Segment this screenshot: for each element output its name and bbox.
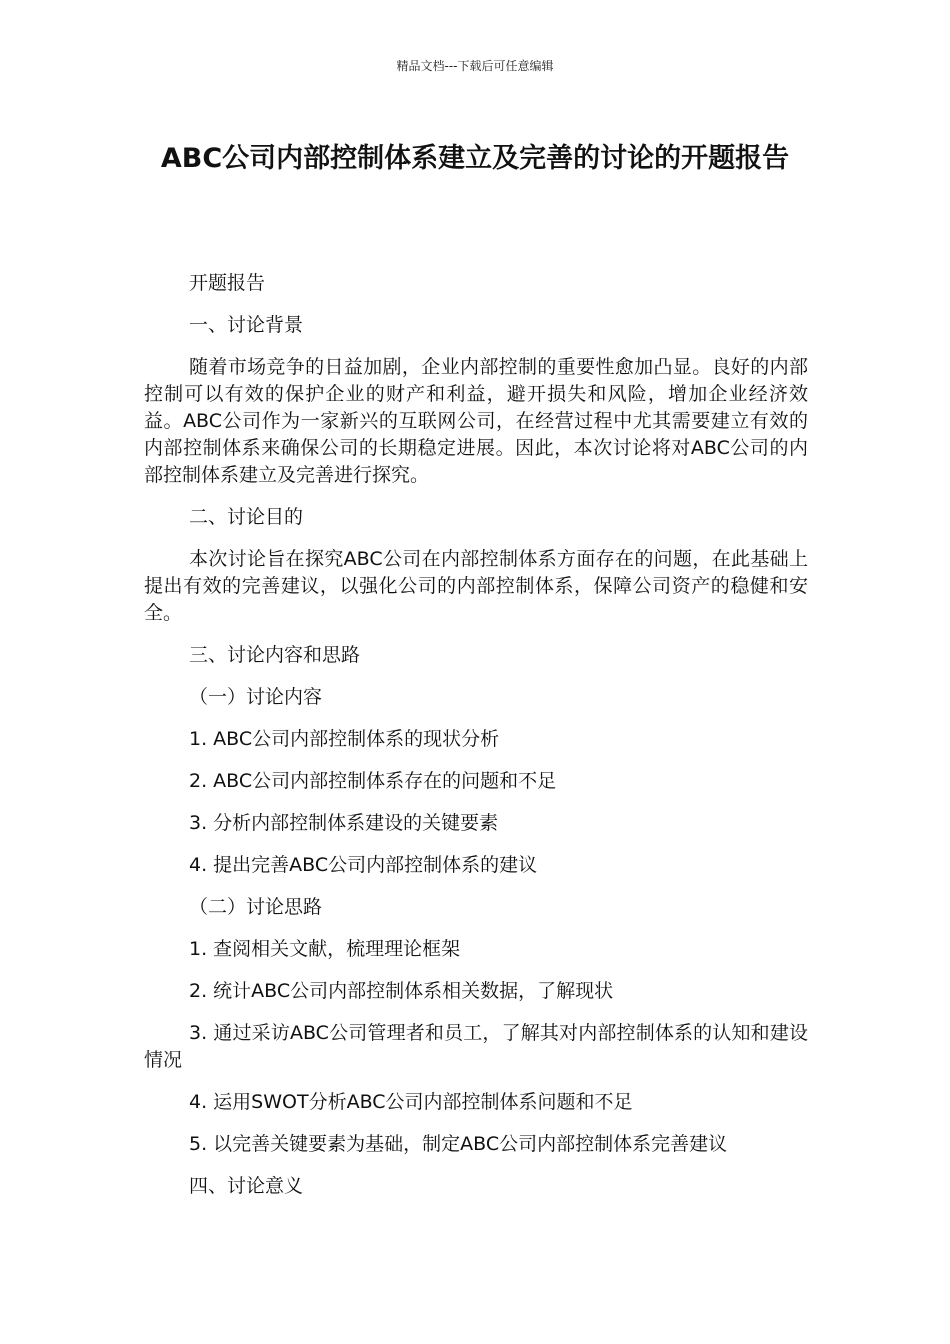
heading-background: 一、讨论背景	[189, 314, 304, 336]
paragraph-background: 随着市场竞争的日益加剧，企业内部控制的重要性愈加凸显。良好的内部控制可以有效的保护企业的财产和利益，避开损失和风险，增加企业经济效益。ABC公司作为一家新兴的互联网公司，在经营过程中尤其需要建立有效的内部控制体系来确保公司的长期稳定进展。因此，本次讨论将对ABC公司的内部控制体系建立及完善进行探究。	[144, 356, 808, 486]
paragraph-purpose: 本次讨论旨在探究ABC公司在内部控制体系方面存在的问题，在此基础上提出有效的完善建议，以强化公司的内部控制体系，保障公司资产的稳健和安全。	[144, 548, 808, 624]
list-item: 3. 通过采访ABC公司管理者和员工，了解其对内部控制体系的认知和建设情况	[144, 1022, 808, 1071]
header-note: 精品文档---下载后可任意编辑	[396, 59, 554, 73]
list-item: 4. 提出完善ABC公司内部控制体系的建议	[189, 854, 538, 876]
section-label-report: 开题报告	[189, 272, 266, 294]
list-item: 4. 运用SWOT分析ABC公司内部控制体系问题和不足	[189, 1091, 633, 1113]
heading-purpose: 二、讨论目的	[189, 506, 304, 528]
document-title: ABC公司内部控制体系建立及完善的讨论的开题报告	[160, 143, 790, 174]
list-item: 1. ABC公司内部控制体系的现状分析	[189, 728, 500, 750]
heading-content-approach: 三、讨论内容和思路	[189, 644, 361, 666]
subheading-content: （一）讨论内容	[189, 686, 323, 708]
list-item: 2. 统计ABC公司内部控制体系相关数据，了解现状	[189, 980, 614, 1002]
heading-significance: 四、讨论意义	[189, 1175, 304, 1197]
list-item: 5. 以完善关键要素为基础，制定ABC公司内部控制体系完善建议	[189, 1133, 728, 1155]
list-item: 2. ABC公司内部控制体系存在的问题和不足	[189, 770, 557, 792]
list-item: 1. 查阅相关文献，梳理理论框架	[189, 938, 461, 960]
list-item: 3. 分析内部控制体系建设的关键要素	[189, 812, 499, 834]
subheading-approach: （二）讨论思路	[189, 896, 323, 918]
document-body	[144, 270, 808, 1215]
